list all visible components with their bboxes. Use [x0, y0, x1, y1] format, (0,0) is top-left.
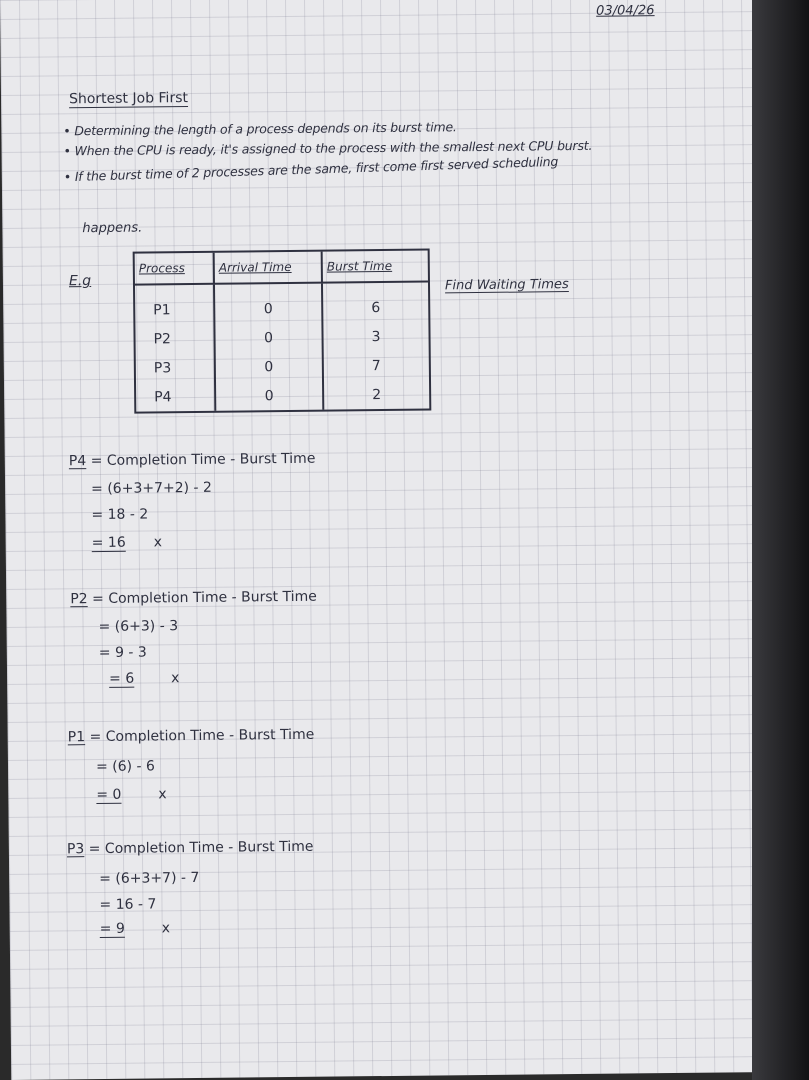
process-column [135, 285, 216, 412]
burst-cell: 3 [371, 328, 381, 345]
process-cell: P2 [153, 330, 171, 347]
page-title: Shortest Job First [68, 90, 189, 108]
page-date: 03/04/26 [596, 3, 655, 19]
calc-formula: = Completion Time - Burst Time [88, 838, 314, 858]
bullet-3-continuation: happens. [82, 220, 143, 237]
calc-answer: = 6 [109, 670, 135, 687]
desk-shadow [752, 0, 809, 1080]
example-label: E.g [68, 273, 92, 290]
burst-cell: 2 [372, 386, 382, 403]
header-process: Process [135, 253, 215, 286]
calc-label: P2 [70, 591, 88, 608]
calc-formula: = Completion Time - Burst Time [90, 450, 316, 470]
calc-line: = 18 - 2 [91, 506, 149, 524]
process-table [133, 249, 432, 414]
cross-mark: x [161, 920, 171, 937]
calc-formula: = Completion Time - Burst Time [92, 588, 317, 608]
arrival-cell: 0 [264, 358, 274, 375]
calc-line: = (6+3+7) - 7 [99, 869, 200, 888]
calc-line: = (6+3+7+2) - 2 [91, 479, 213, 498]
header-arrival-time: Arrival Time [215, 252, 323, 285]
calc-answer: = 9 [99, 920, 125, 938]
cross-mark: x [153, 534, 163, 551]
calc-formula: = Completion Time - Burst Time [89, 726, 315, 746]
process-cell: P4 [154, 388, 172, 405]
find-waiting-times-label: Find Waiting Times [444, 277, 569, 294]
arrival-cell: 0 [264, 387, 274, 404]
process-cell: P1 [153, 301, 171, 318]
bullet-1: • Determining the length of a process depends on its burst time. [63, 119, 457, 139]
calc-answer: = 16 [91, 534, 126, 552]
header-burst-time: Burst Time [323, 251, 428, 284]
burst-cell: 6 [371, 299, 381, 316]
calc-line: = 9 - 3 [98, 644, 147, 662]
bullet-3: • If the burst time of 2 processes are the same, first come first served scheduling [63, 153, 559, 185]
calc-line: = (6) - 6 [95, 758, 155, 776]
burst-cell: 7 [371, 357, 381, 374]
calc-answer: = 0 [96, 786, 122, 804]
calc-line: = 16 - 7 [99, 896, 157, 914]
burst-column [323, 283, 429, 410]
arrival-cell: 0 [263, 300, 273, 317]
process-cell: P3 [153, 359, 172, 376]
arrival-cell: 0 [263, 329, 274, 346]
calc-line: = (6+3) - 3 [98, 618, 179, 636]
calc-label: P4 [68, 453, 87, 470]
bullet-2: • When the CPU is ready, it's assigned to the process with the smallest next CPU burst. [63, 137, 593, 159]
cross-mark: x [158, 786, 167, 803]
calc-label: P1 [67, 729, 86, 746]
calc-label: P3 [66, 841, 85, 858]
arrival-column [215, 284, 324, 411]
cross-mark: x [171, 670, 180, 687]
